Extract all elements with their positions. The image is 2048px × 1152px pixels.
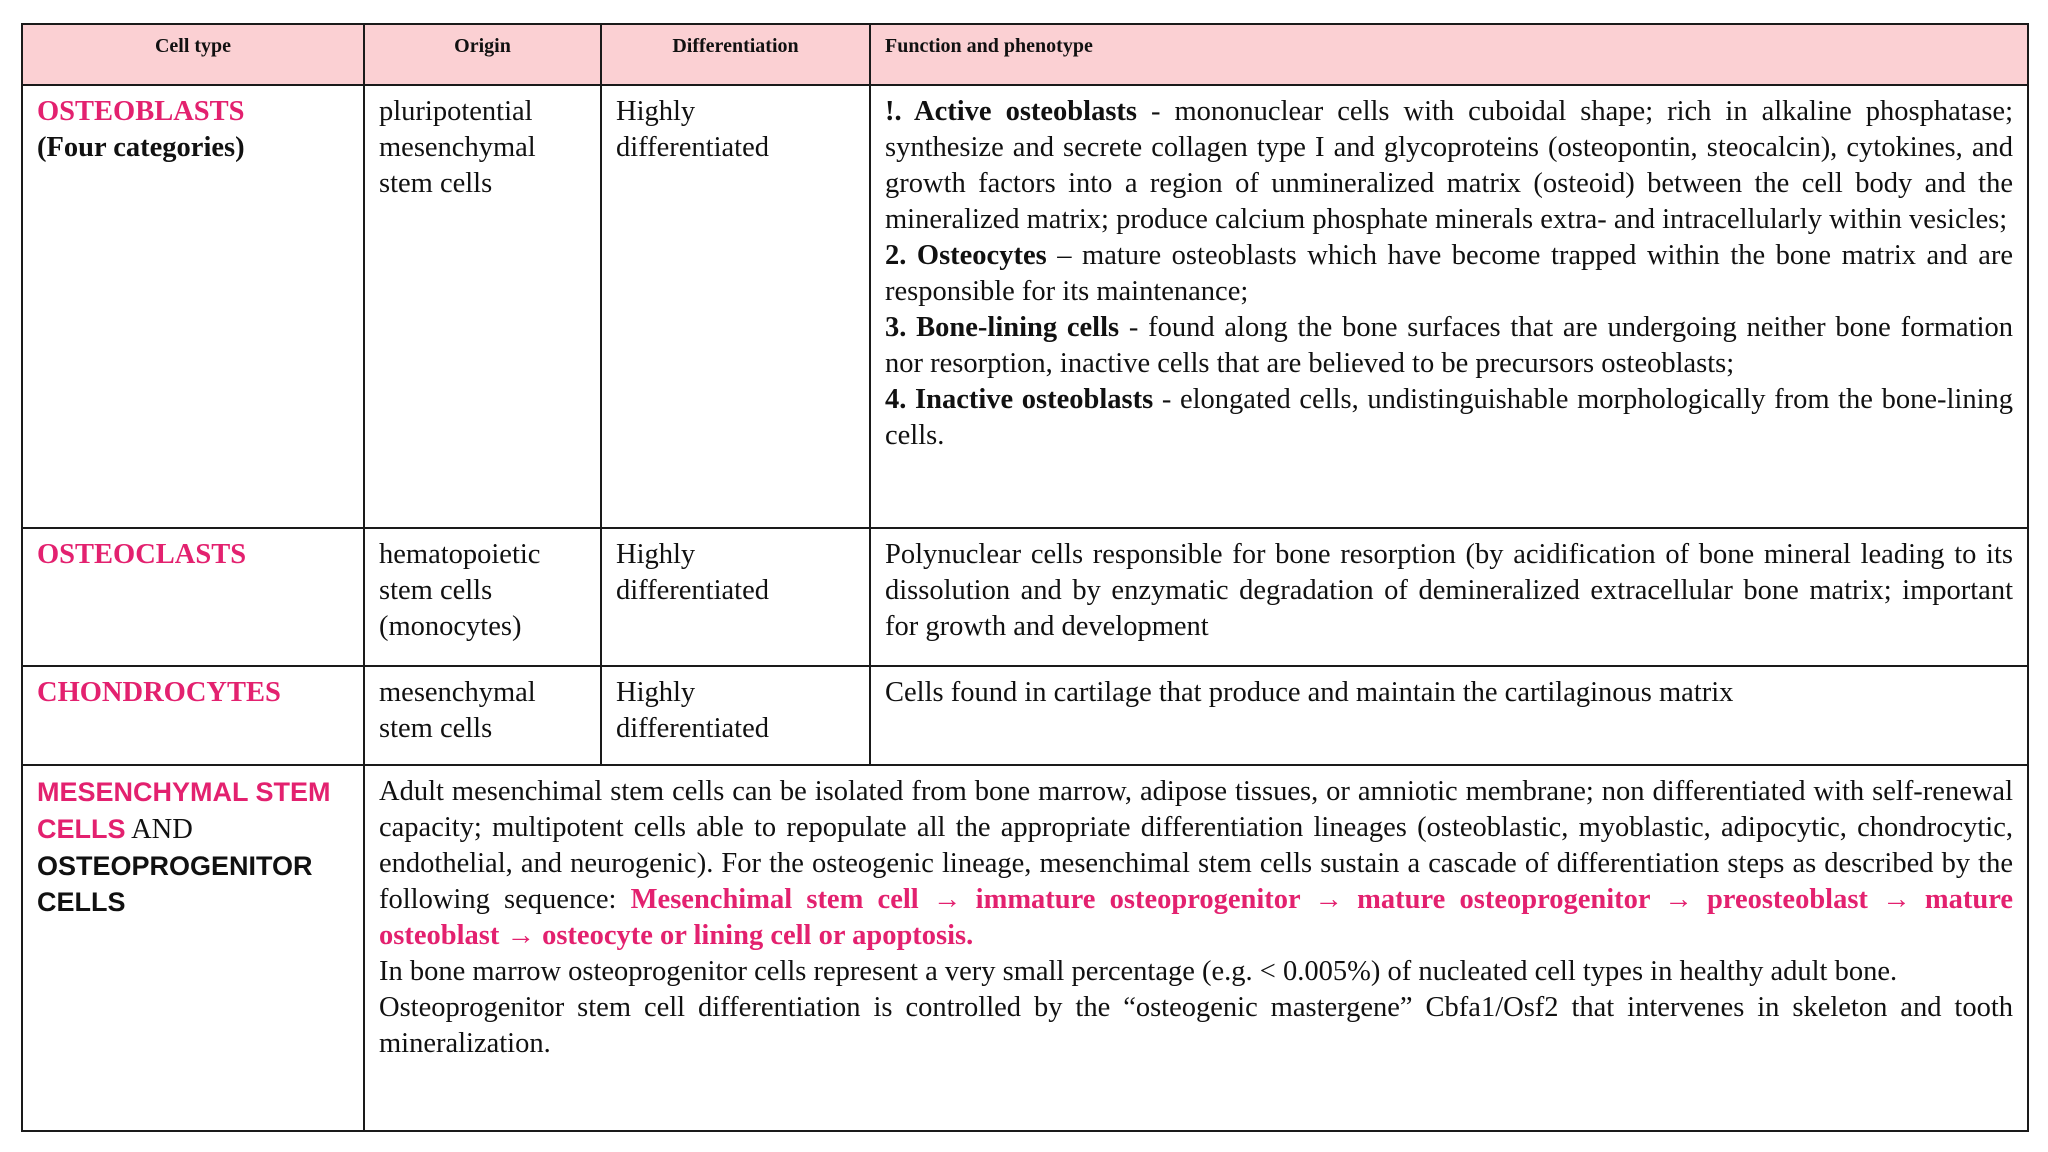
- msc-paragraph-2: In bone marrow osteoprogenitor cells represent a very small percentage (e.g. < 0.005%) of nucleated cell types in healthy adult bone.: [379, 956, 1898, 987]
- header-origin: [364, 24, 601, 85]
- cell-types-table-container: [21, 23, 2027, 1132]
- osteoblasts-item-4-text: - elongated cells, undistinguishable morphologically from the bone-lining cells.: [885, 384, 2013, 451]
- osteoclasts-origin: hematopoietic stem cells (monocytes): [379, 539, 541, 642]
- chondrocytes-name: CHONDROCYTES: [37, 677, 281, 708]
- header-cell-type: [22, 24, 364, 85]
- osteoblasts-item-1: [885, 94, 2013, 238]
- table-row-osteoclasts: [22, 528, 2028, 666]
- osteoblasts-item-3: [885, 310, 2013, 382]
- msc-name-part1: MESENCHYMAL STEM CELLS: [37, 777, 331, 844]
- table-row-chondrocytes: [22, 666, 2028, 765]
- msc-paragraph-3: Osteoprogenitor stem cell differentiation is controlled by the “osteogenic mastergene” Cbfa1/Osf2 that intervenes in skeleton and tooth mineralization.: [379, 992, 2013, 1059]
- osteoblasts-item-2: [885, 238, 2013, 310]
- osteoclasts-name-cell: [22, 528, 364, 666]
- msc-sequence: Mesenchimal stem cell → immature osteoprogenitor → mature osteoprogenitor → preosteoblast → mature osteoblast → osteocyte or lining cell or apoptosis.: [379, 884, 2013, 951]
- header-function: [870, 24, 2028, 85]
- osteoblasts-item-1-label: !. Active osteoblasts: [885, 96, 1138, 127]
- header-origin-label: Origin: [454, 35, 511, 57]
- chondrocytes-origin-cell: [364, 666, 601, 765]
- table-row-msc: [22, 765, 2028, 1131]
- osteoclasts-differentiation-cell: [601, 528, 870, 666]
- cell-types-table: [21, 23, 2029, 1132]
- header-cell-type-label: Cell type: [154, 35, 232, 57]
- chondrocytes-name-cell: [22, 666, 364, 765]
- msc-description-cell: [364, 765, 2028, 1131]
- osteoblasts-item-1-text: - mononuclear cells with cuboidal shape; rich in alkaline phosphatase; synthesize and secrete collagen type I and glycoproteins (osteopontin, steocalcin), cytokines, and growth factors into a region of unmineralized matrix (osteoid) between the cell body and the mineralized matrix; produce calcium phosphate minerals extra- and intracellularly within vesicles;: [885, 96, 2013, 235]
- osteoclasts-function: Polynuclear cells responsible for bone resorption (by acidification of bone mineral leading to its dissolution and by enzymatic degradation of demineralized extracellular bone matrix; important for growth and development: [885, 539, 2013, 642]
- osteoblasts-origin: pluripotential mesenchymal stem cells: [379, 96, 536, 199]
- msc-intro-text: Adult mesenchimal stem cells can be isolated from bone marrow, adipose tissues, or amniotic membrane; non differentiated with self-renewal capacity; multipotent cells able to repopulate all the appropriate differentiation lineages (osteoblastic, myoblastic, adipocytic, chondrocytic, endothelial, and neurogenic). For the osteogenic lineage, mesenchimal stem cells sustain a cascade of differentiation steps as described by the following sequence:: [379, 776, 2013, 915]
- header-row: [22, 24, 2028, 85]
- chondrocytes-function: Cells found in cartilage that produce and maintain the cartilaginous matrix: [885, 677, 1734, 708]
- osteoclasts-name: OSTEOCLASTS: [37, 539, 247, 570]
- osteoblasts-differentiation-cell: [601, 85, 870, 528]
- msc-paragraph-1: [379, 774, 2013, 954]
- osteoclasts-origin-cell: [364, 528, 601, 666]
- osteoblasts-item-2-label: 2. Osteocytes: [885, 240, 1047, 271]
- chondrocytes-differentiation: Highly differentiated: [616, 677, 769, 744]
- osteoblasts-item-2-text: – mature osteoblasts which have become trapped within the bone matrix and are responsible for its maintenance;: [885, 240, 2014, 307]
- header-function-label: Function and phenotype: [885, 35, 1093, 57]
- chondrocytes-differentiation-cell: [601, 666, 870, 765]
- table-row-osteoblasts: [22, 85, 2028, 528]
- msc-name-and: AND: [131, 814, 193, 845]
- msc-name-cell: [22, 765, 364, 1131]
- osteoblasts-function-cell: [870, 85, 2028, 528]
- osteoblasts-item-3-label: 3. Bone-lining cells: [885, 312, 1120, 343]
- osteoblasts-differentiation: Highly differentiated: [616, 96, 769, 163]
- chondrocytes-function-cell: [870, 666, 2028, 765]
- osteoblasts-origin-cell: [364, 85, 601, 528]
- msc-name-part2: OSTEOPROGENITOR CELLS: [37, 851, 313, 917]
- osteoblasts-item-3-text: - found along the bone surfaces that are undergoing neither bone formation nor resorption, inactive cells that are believed to be precursors osteoblasts;: [885, 312, 2013, 379]
- osteoclasts-differentiation: Highly differentiated: [616, 539, 769, 606]
- osteoblasts-name-cell: [22, 85, 364, 528]
- chondrocytes-origin: mesenchymal stem cells: [379, 677, 536, 744]
- osteoblasts-subtitle: (Four categories): [37, 132, 245, 163]
- header-differentiation-label: Differentiation: [672, 35, 799, 57]
- osteoclasts-function-cell: [870, 528, 2028, 666]
- osteoblasts-name: OSTEOBLASTS: [37, 96, 245, 127]
- header-differentiation: [601, 24, 870, 85]
- osteoblasts-item-4-label: 4. Inactive osteoblasts: [885, 384, 1154, 415]
- osteoblasts-item-4: [885, 382, 2013, 454]
